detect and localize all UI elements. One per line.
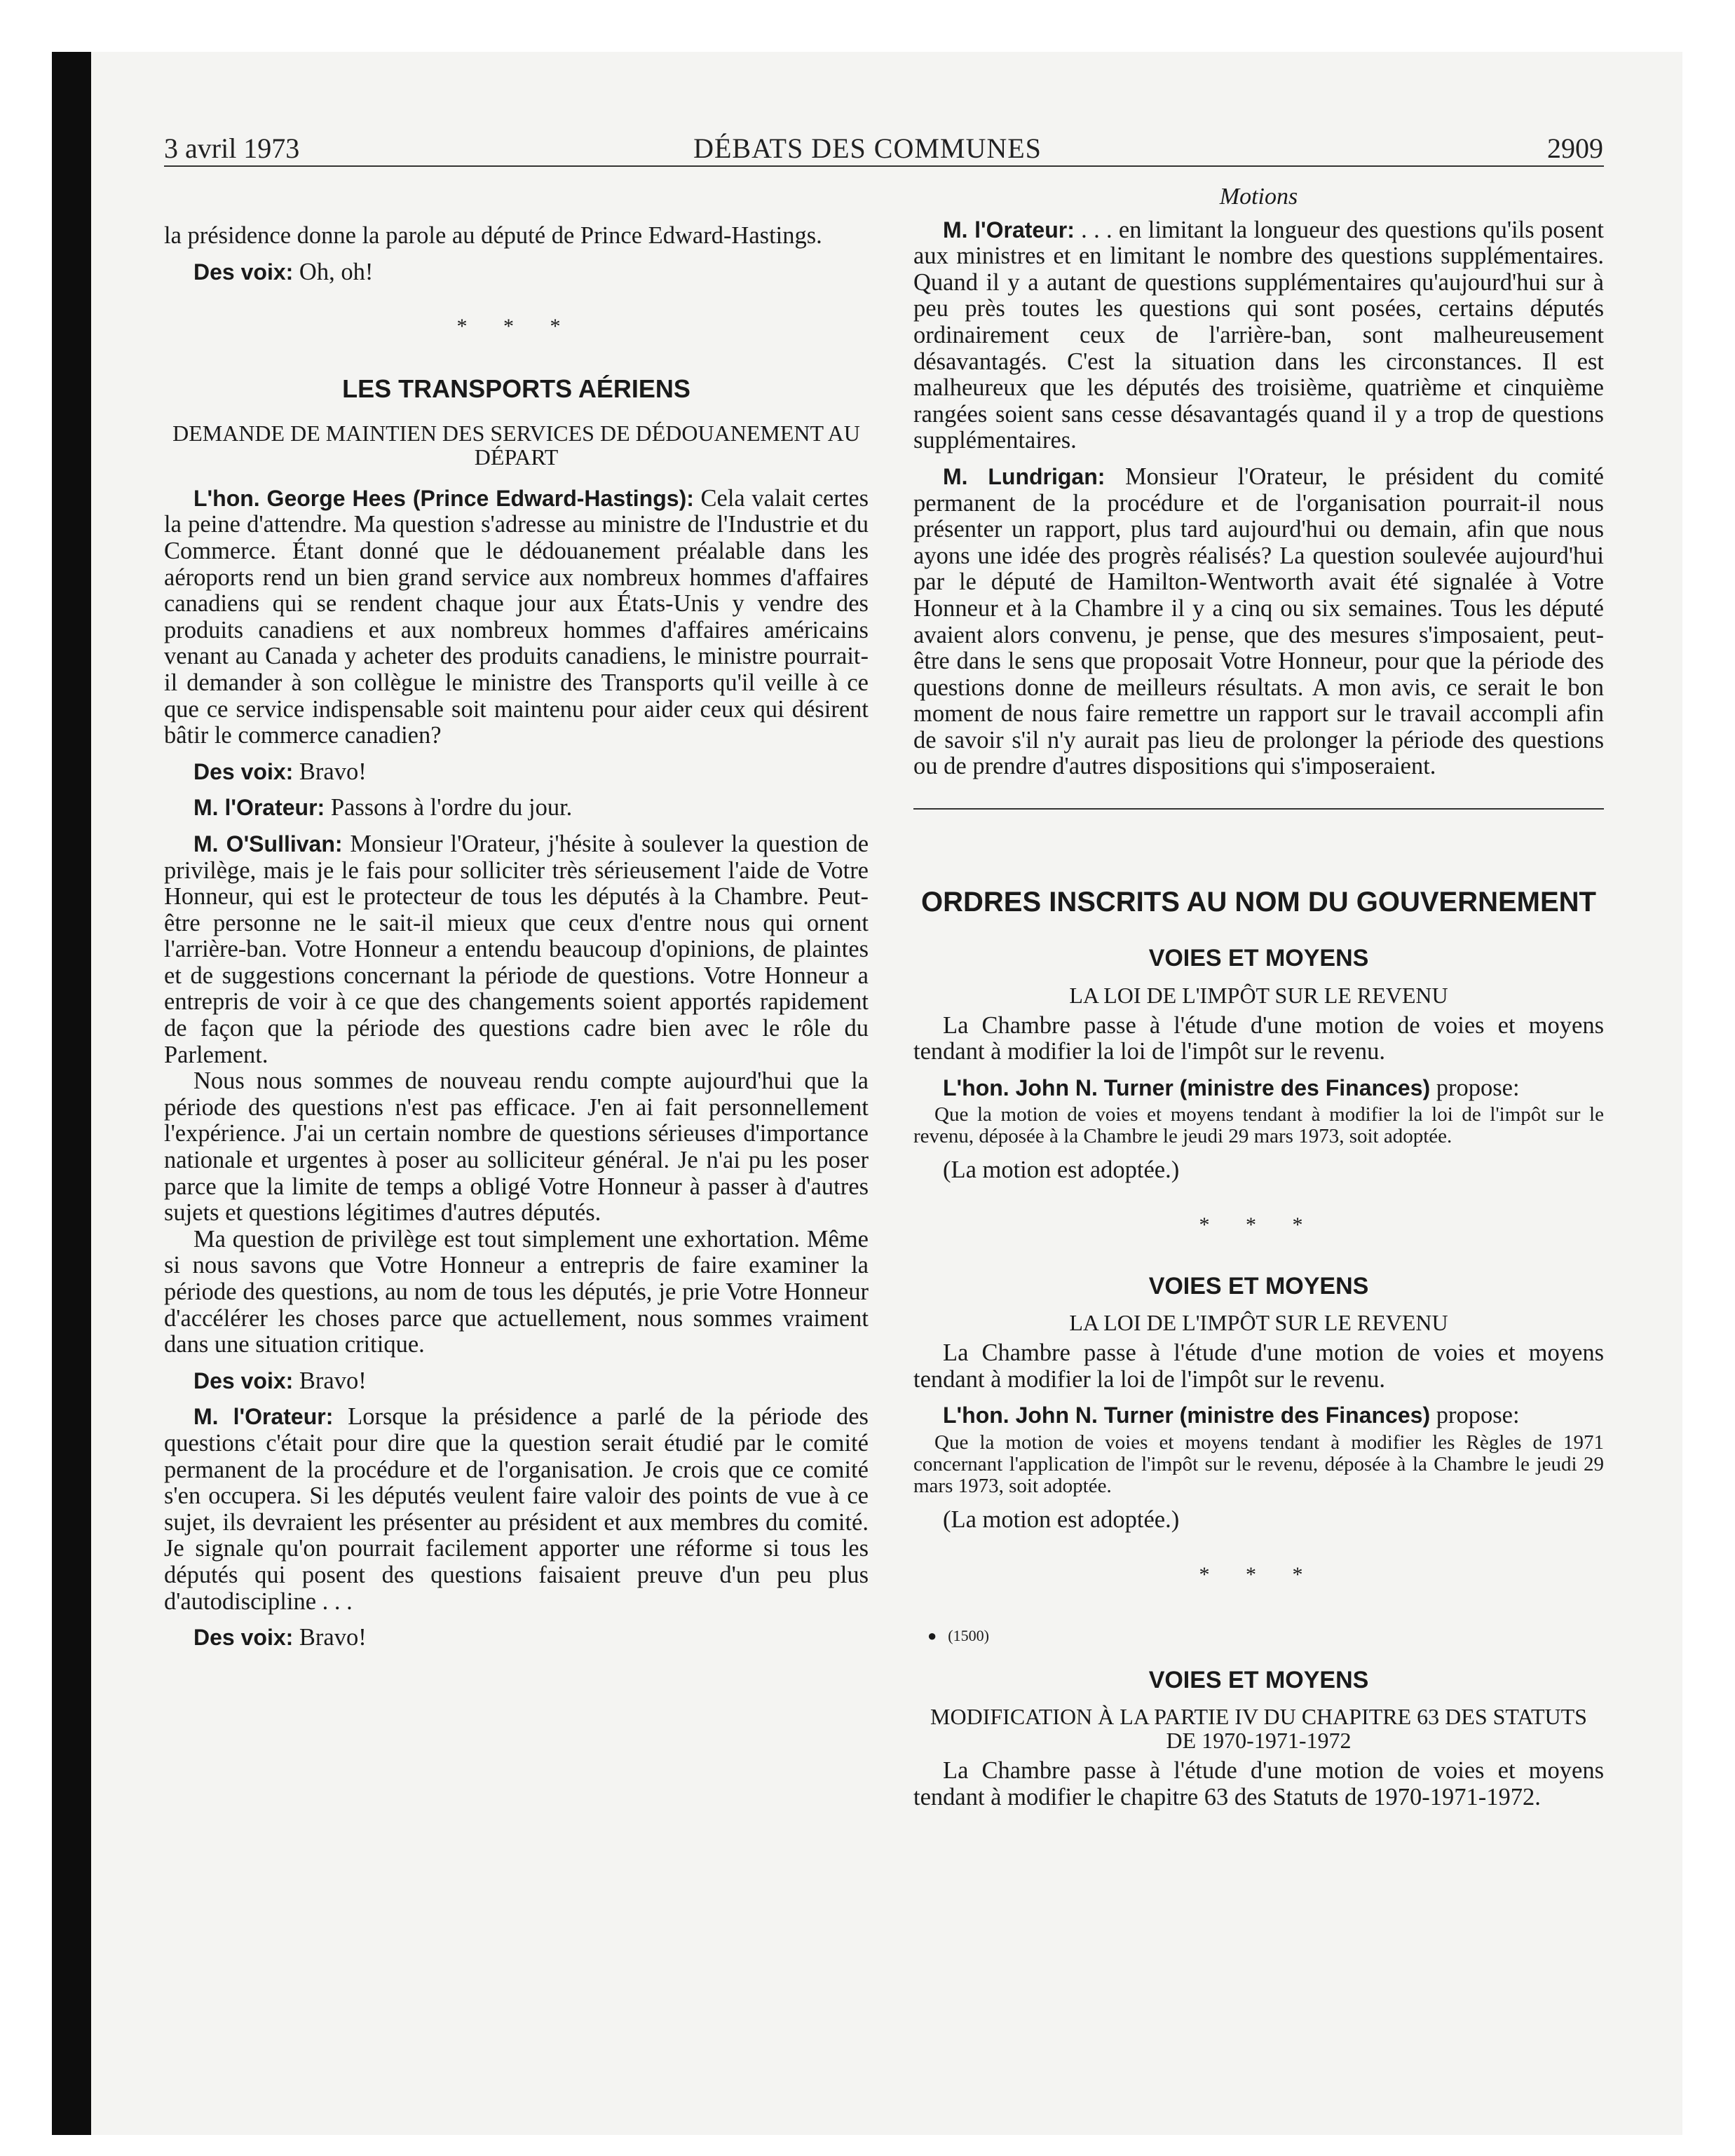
motion-result: (La motion est adoptée.): [943, 1157, 1180, 1184]
speech: M. Lundrigan: Monsieur l'Orateur, le président du comité permanent de la procédure et de l'organisation pourrait-il nous présenter un rapport, plus tard aujourd'hui ou demain, afin que nous ayons une idée des progrès réalisés? La question soulevée aujourd'hui par le député de Hamilton-Wentworth avait été signalée à Votre Honneur et à la Chambre il y a cinq ou six semaines. Tous les député avaient alors convenu, je pense, que des mesures s'imposaient, peut-être dans le sens que proposait Votre Honneur, pour que la période des questions donne de meilleurs résultats. A mon avis, ce serait le bon moment de nous faire remettre un rapport sur le travail accompli afin de savoir s'il n'y aurait pas lieu de prolonger la période des questions ou de prendre d'autres dispositions qui s'imposeraient.: [913, 463, 1604, 780]
running-head: Motions: [1219, 184, 1298, 210]
paragraph: La Chambre passe à l'étude d'une motion de voies et moyens tendant à modifier la loi de l'impôt sur le revenu.: [913, 1011, 1604, 1065]
section-heading: VOIES ET MOYENS: [1148, 945, 1369, 972]
speech: M. O'Sullivan: Monsieur l'Orateur, j'hésite à soulever la question de privilège, mais je le fais pour solliciter très sérieusement l'aide de Votre Honneur, qui est le protecteur de tous les députés à la Chambre. Peut-être personne ne le sait-il mieux que ceux d'entre nous qui ornent l'arrière-ban. Votre Honneur a entendu beaucoup d'opinions, de plaintes et de suggestions concernant la période de questions. Votre Honneur a entrepris de voir à ce que des changements soient apportés rapidement de façon que la période des questions cadre bien avec le rôle du Parlement.: [164, 830, 869, 1068]
speech: M. l'Orateur: . . . en limitant la longueur des questions qu'ils posent aux ministres et en limitant le nombre des questions supplémentaires. Quand il y a autant de questions supplémentaires qu'aujourd'hui sur à peu près toutes les questions qui sont posées, certains députés ordinairement ceux de l'arrière-ban, sont malheureusement désavantagés. C'est la situation dans les circonstances. Il est malheureux que les députés des troisième, quatrième et cinquième rangées soient sans cesse désavantagés quand il y a trop de questions supplémentaires.: [913, 216, 1605, 454]
right-column: [913, 177, 1604, 1821]
section-separator: * * *: [1199, 1213, 1319, 1237]
speech: L'hon. George Hees (Prince Edward-Hastings): Cela valait certes la peine d'attendre. Ma question s'adresse au ministre de l'Industrie et du Commerce. Étant donné que le dédouanement préalable dans les aéroports rend un bien grand service aux nombreux hommes d'affaires canadiens qui se rendent chaque jour aux États-Unis y vendre des produits canadiens et aux nombreux hommes d'affaires américains venant au Canada y acheter des produits canadiens, le ministre pourrait-il demander à son collègue le ministre des Transports qu'il veille à ce que ce service indispensable soit maintenu pour aider ceux qui désirent bâtir le commerce canadien?: [164, 484, 869, 749]
speaker: M. O'Sullivan:: [193, 831, 343, 857]
paragraph: La Chambre passe à l'étude d'une motion de voies et moyens tendant à modifier le chapitre 63 des Statuts de 1970-1971-1972.: [913, 1757, 1604, 1810]
bullet-icon: ●: [927, 1627, 937, 1645]
motion-result: (La motion est adoptée.): [943, 1506, 1180, 1533]
section-heading: VOIES ET MOYENS: [1148, 1666, 1369, 1693]
subsection-heading: LA LOI DE L'IMPÔT SUR LE REVENU: [1069, 1310, 1448, 1336]
speaker: L'hon. George Hees (Prince Edward-Hastings):: [193, 485, 694, 511]
speaker: M. Lundrigan:: [943, 463, 1105, 489]
speaker: M. l'Orateur:: [193, 1404, 334, 1430]
speech: L'hon. John N. Turner (ministre des Finances) propose:: [943, 1074, 1520, 1101]
section-separator: * * *: [1199, 1562, 1319, 1586]
section-heading: VOIES ET MOYENS: [1148, 1272, 1369, 1299]
speaker: Des voix:: [193, 259, 294, 285]
speaker: M. l'Orateur:: [193, 795, 325, 821]
speaker: M. l'Orateur:: [943, 217, 1075, 243]
speech: M. l'Orateur: Lorsque la présidence a parlé de la période des questions c'était pour dire que la question serait étudié par le comité permanent de la procédure et de l'organisation. Je crois que ce comité s'en occupera. Si les députés veulent faire valoir des points de vue à ce sujet, ils devraient les présenter au président et aux membres du comité. Je signale qu'on pourrait facilement apporter une réforme si tous les députés qui posent des questions faisaient preuve d'un peu plus d'autodiscipline . . .: [164, 1403, 869, 1615]
paragraph: Ma question de privilège est tout simplement une exhortation. Même si nous savons que Votre Honneur a entrepris de faire examiner la période des questions, au nom de tous les députés, je prie Votre Honneur d'accélérer les choses parce que actuellement, nous sommes vraiment dans une situation critique.: [164, 1225, 869, 1358]
time-marker: ● (1500): [927, 1627, 989, 1645]
motion-text: Que la motion de voies et moyens tendant à modifier les Règles de 1971 concernant l'application de l'impôt sur le revenu, déposée à la Chambre le jeudi 29 mars 1973, soit adoptée.: [913, 1431, 1604, 1497]
speech: Des voix: Bravo!: [193, 758, 367, 785]
left-column: [164, 177, 869, 1661]
subsection-heading: MODIFICATION À LA PARTIE IV DU CHAPITRE 63 DES STATUTS DE 1970-1971-1972: [930, 1704, 1587, 1754]
speaker: Des voix:: [193, 1625, 294, 1651]
header-title: DÉBATS DES COMMUNES: [693, 132, 1042, 164]
scan-edge: [52, 52, 91, 2135]
speaker: Des voix:: [193, 1367, 294, 1393]
subsection-heading: DEMANDE DE MAINTIEN DES SERVICES DE DÉDOUANEMENT AU DÉPART: [172, 420, 860, 470]
speech: L'hon. John N. Turner (ministre des Finances) propose:: [943, 1402, 1520, 1429]
header-date: 3 avril 1973: [164, 132, 300, 164]
section-separator: * * *: [456, 315, 576, 339]
paragraph: la présidence donne la parole au député de Prince Edward-Hastings.: [164, 222, 822, 249]
subsection-heading: LA LOI DE L'IMPÔT SUR LE REVENU: [1069, 982, 1448, 1008]
speaker: L'hon. John N. Turner (ministre des Finances): [943, 1403, 1431, 1428]
divider: [913, 808, 1604, 810]
speech: M. l'Orateur: Passons à l'ordre du jour.: [193, 794, 573, 821]
part-heading: ORDRES INSCRITS AU NOM DU GOUVERNEMENT: [920, 887, 1596, 918]
section-heading: LES TRANSPORTS AÉRIENS: [342, 374, 690, 403]
header-rule: [164, 165, 1604, 167]
speech: Des voix: Bravo!: [193, 1367, 367, 1394]
speaker: L'hon. John N. Turner (ministre des Finances): [943, 1074, 1431, 1100]
header-page-number: 2909: [1547, 132, 1603, 164]
motion-text: Que la motion de voies et moyens tendant à modifier la loi de l'impôt sur le revenu, déposée à la Chambre le jeudi 29 mars 1973, soit adoptée.: [913, 1103, 1604, 1148]
speech: Des voix: Oh, oh!: [193, 258, 374, 285]
speaker: Des voix:: [193, 758, 294, 784]
paragraph: Nous nous sommes de nouveau rendu compte aujourd'hui que la période des questions n'est pas efficace. J'en ai fait personnellement l'expérience. J'ai un certain nombre de questions sérieuses d'importance nationale et urgentes à poser au solliciteur général. Je n'ai pu les poser parce que la limite de temps a obligé Votre Honneur à passer à d'autres sujets et questions légitimes d'autres députés.: [164, 1067, 869, 1227]
paragraph: La Chambre passe à l'étude d'une motion de voies et moyens tendant à modifier la loi de l'impôt sur le revenu.: [913, 1339, 1604, 1393]
speech: Des voix: Bravo!: [193, 1624, 367, 1651]
